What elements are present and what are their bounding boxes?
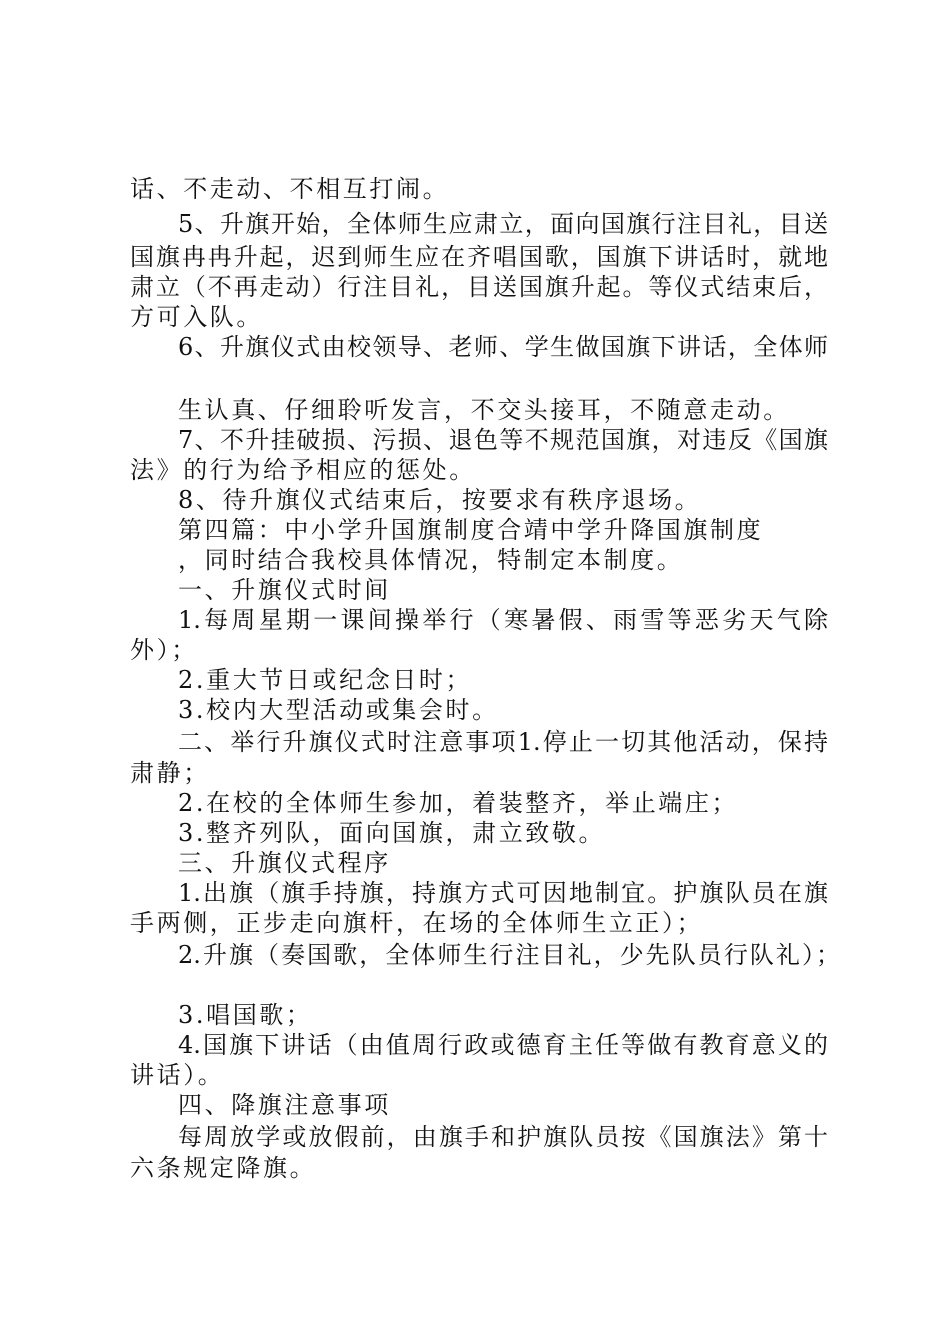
text-line: 3.唱国歌；	[178, 1001, 313, 1029]
text-line: 6、升旗仪式由校领导、老师、学生做国旗下讲话，全体师	[178, 333, 828, 361]
section-heading: 一、升旗仪式时间	[178, 576, 391, 604]
text-line: 7、不升挂破损、污损、退色等不规范国旗，对违反《国旗	[178, 426, 828, 454]
text-line: 六条规定降旗。	[130, 1154, 317, 1182]
text-line: 肃静；	[130, 759, 210, 787]
text-line: 外）；	[130, 636, 198, 664]
text-line: 法》的行为给予相应的惩处。	[130, 456, 476, 484]
text-line: 3.整齐列队，面向国旗，肃立致敬。	[178, 819, 606, 847]
text-line: ，同时结合我校具体情况，特制定本制度。	[178, 546, 684, 574]
text-line: 话、不走动、不相互打闹。	[130, 175, 450, 203]
text-line: 讲话）。	[130, 1061, 225, 1089]
text-line: 5、升旗开始，全体师生应肃立，面向国旗行注目礼，目送	[178, 210, 828, 238]
text-line: 4.国旗下讲话（由值周行政或德育主任等做有教育意义的	[178, 1031, 828, 1059]
text-line: 第四篇：中小学升国旗制度合靖中学升降国旗制度	[178, 516, 764, 544]
text-line: 2.升旗（奏国歌，全体师生行注目礼，少先队员行队礼）；	[178, 941, 840, 969]
text-line: 生认真、仔细聆听发言，不交头接耳，不随意走动。	[178, 396, 790, 424]
text-line: 1.出旗（旗手持旗，持旗方式可因地制宜。护旗队员在旗	[178, 879, 828, 907]
text-line: 3.校内大型活动或集会时。	[178, 696, 499, 724]
text-line: 2.在校的全体师生参加，着装整齐，举止端庄；	[178, 789, 739, 817]
text-line: 8、待升旗仪式结束后，按要求有秩序退场。	[178, 486, 702, 514]
text-line: 肃立（不再走动）行注目礼，目送国旗升起。等仪式结束后，	[130, 273, 828, 301]
section-heading: 二、举行升旗仪式时注意事项1.停止一切其他活动，保持	[178, 728, 828, 756]
text-line: 国旗冉冉升起，迟到师生应在齐唱国歌，国旗下讲话时，就地	[130, 243, 828, 271]
text-line: 手两侧，正步走向旗杆，在场的全体师生立正）；	[130, 909, 704, 937]
text-line: 方可入队。	[130, 303, 263, 331]
section-heading: 四、降旗注意事项	[178, 1091, 391, 1119]
text-line: 1.每周星期一课间操举行（寒暑假、雨雪等恶劣天气除	[178, 606, 828, 634]
text-line: 2.重大节日或纪念日时；	[178, 666, 473, 694]
text-line: 每周放学或放假前，由旗手和护旗队员按《国旗法》第十	[178, 1123, 828, 1151]
section-heading: 三、升旗仪式程序	[178, 849, 391, 877]
